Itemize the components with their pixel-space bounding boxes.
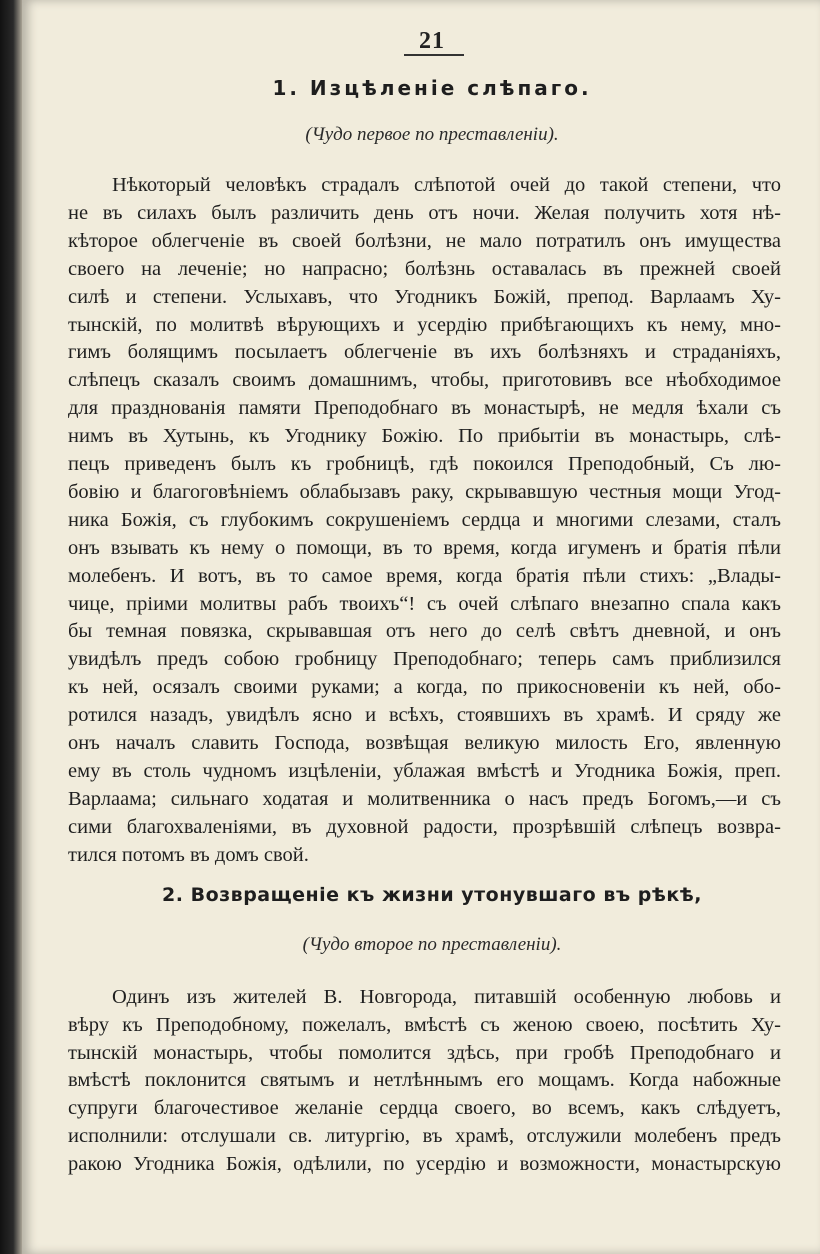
text-line: ника Божія, съ глубокимъ сокрушеніемъ сердца и многими слезами, сталъ [68,508,781,531]
text-line: къ ней, осязалъ своими руками; а когда, по прикосновеніи къ ней, обо- [68,676,781,699]
page-number: 21 [419,28,445,54]
text-line: бовію и благоговѣніемъ облабызавъ раку, скрывавшую честныя мощи Угод- [68,480,781,503]
text-line: слѣпецъ сказалъ своимъ домашнимъ, чтобы, приготовивъ все нѣобходимое [68,369,781,392]
text-line: не въ силахъ былъ различить день отъ ночи. Желая получить хотя нѣ- [68,201,781,224]
page-number-rule [404,54,464,56]
text-line: тынскій монастырь, чтобы помолится здѣсь, при гробѣ Преподобнаго и [68,1041,781,1064]
section-1-subtitle: (Чудо первое по преставленіи). [305,124,559,145]
text-line: увидѣлъ предъ собою гробницу Преподобнаго; теперь самъ приблизился [68,648,781,671]
text-line: Одинъ изъ жителей В. Новгорода, питавшій особенную любовь и [112,986,781,1008]
book-binding-edge [0,0,22,1254]
text-line: бы темная повязка, скрывавшая отъ него до селѣ свѣтъ дневной, и онъ [68,620,781,643]
text-line: ракою Угодника Божія, одѣлили, по усердію и возможности, монастырскую [68,1152,781,1175]
text-line: пецъ приведенъ былъ къ гробницѣ, гдѣ покоился Преподобный, Съ лю- [68,453,781,475]
book-page [22,0,820,1254]
text-line: вмѣстѣ поклонится святымъ и нетлѣннымъ его мощамъ. Когда набожные [68,1069,781,1092]
text-line: исполнили: отслушали св. литургію, въ храмѣ, отслужили молебенъ предъ [68,1125,781,1147]
text-line: силѣ и степени. Услыхавъ, что Угодникъ Божій, препод. Варлаамъ Ху- [68,285,781,308]
text-line: онъ взывать къ нему о помощи, въ то время, когда игуменъ и братія пѣли [68,536,781,559]
text-line: гимъ болящимъ посылаетъ облегченіе въ ихъ болѣзняхъ и страданіяхъ, [68,341,781,364]
text-line: кѣторое облегченіе въ своей болѣзни, не мало потратилъ онъ имущества [68,229,781,252]
section-1-title: 1. Изцѣленіе слѣпаго. [272,76,592,100]
text-line: вѣру къ Преподобному, пожелалъ, вмѣстѣ съ женою своею, посѣтить Ху- [68,1013,781,1036]
text-line: тынскій, по молитвѣ вѣрующихъ и усердію прибѣгающихъ къ нему, мно- [68,313,781,336]
section-2-subtitle: (Чудо второе по преставленіи). [302,934,562,955]
text-line: ротился назадъ, увидѣлъ ясно и всѣхъ, стоявшихъ въ храмѣ. И сряду же [68,704,781,727]
text-line: нимъ въ Хутынь, къ Угоднику Божію. По прибытіи въ монастырь, слѣ- [68,425,781,448]
section-2-title: 2. Возвращеніе къ жизни утонувшаго въ рѣкѣ, [162,884,702,906]
text-line: для празднованія памяти Преподобнаго въ монастырѣ, не медля ѣхали съ [68,397,781,420]
text-line: Нѣкоторый человѣкъ страдалъ слѣпотой очей до такой степени, что [112,174,781,196]
text-line: тился потомъ въ домъ свой. [68,843,309,866]
text-line: супруги благочестивое желаніе сердца своего, во всемъ, какъ слѣдуетъ, [68,1097,781,1120]
text-line: чице, пріими молитвы рабъ твоихъ“! съ очей слѣпаго внезапно спала какъ [68,592,781,615]
text-line: онъ началъ славить Господа, возвѣщая великую милость Его, явленную [68,732,781,754]
text-line: своего на леченіе; но напрасно; болѣзнь оставалась въ прежней своей [68,257,781,280]
text-line: сими благохваленіями, въ духовной радости, прозрѣвшій слѣпецъ возвра- [68,815,781,838]
text-line: Варлаама; сильнаго ходатая и молитвенника о насъ предъ Богомъ,—и съ [68,787,781,810]
text-line: ему въ столь чудномъ изцѣленіи, ублажая вмѣстѣ и Угодника Божія, преп. [68,759,781,782]
text-line: молебенъ. И вотъ, въ то самое время, когда братія пѣли стихъ: „Влады- [68,564,781,587]
